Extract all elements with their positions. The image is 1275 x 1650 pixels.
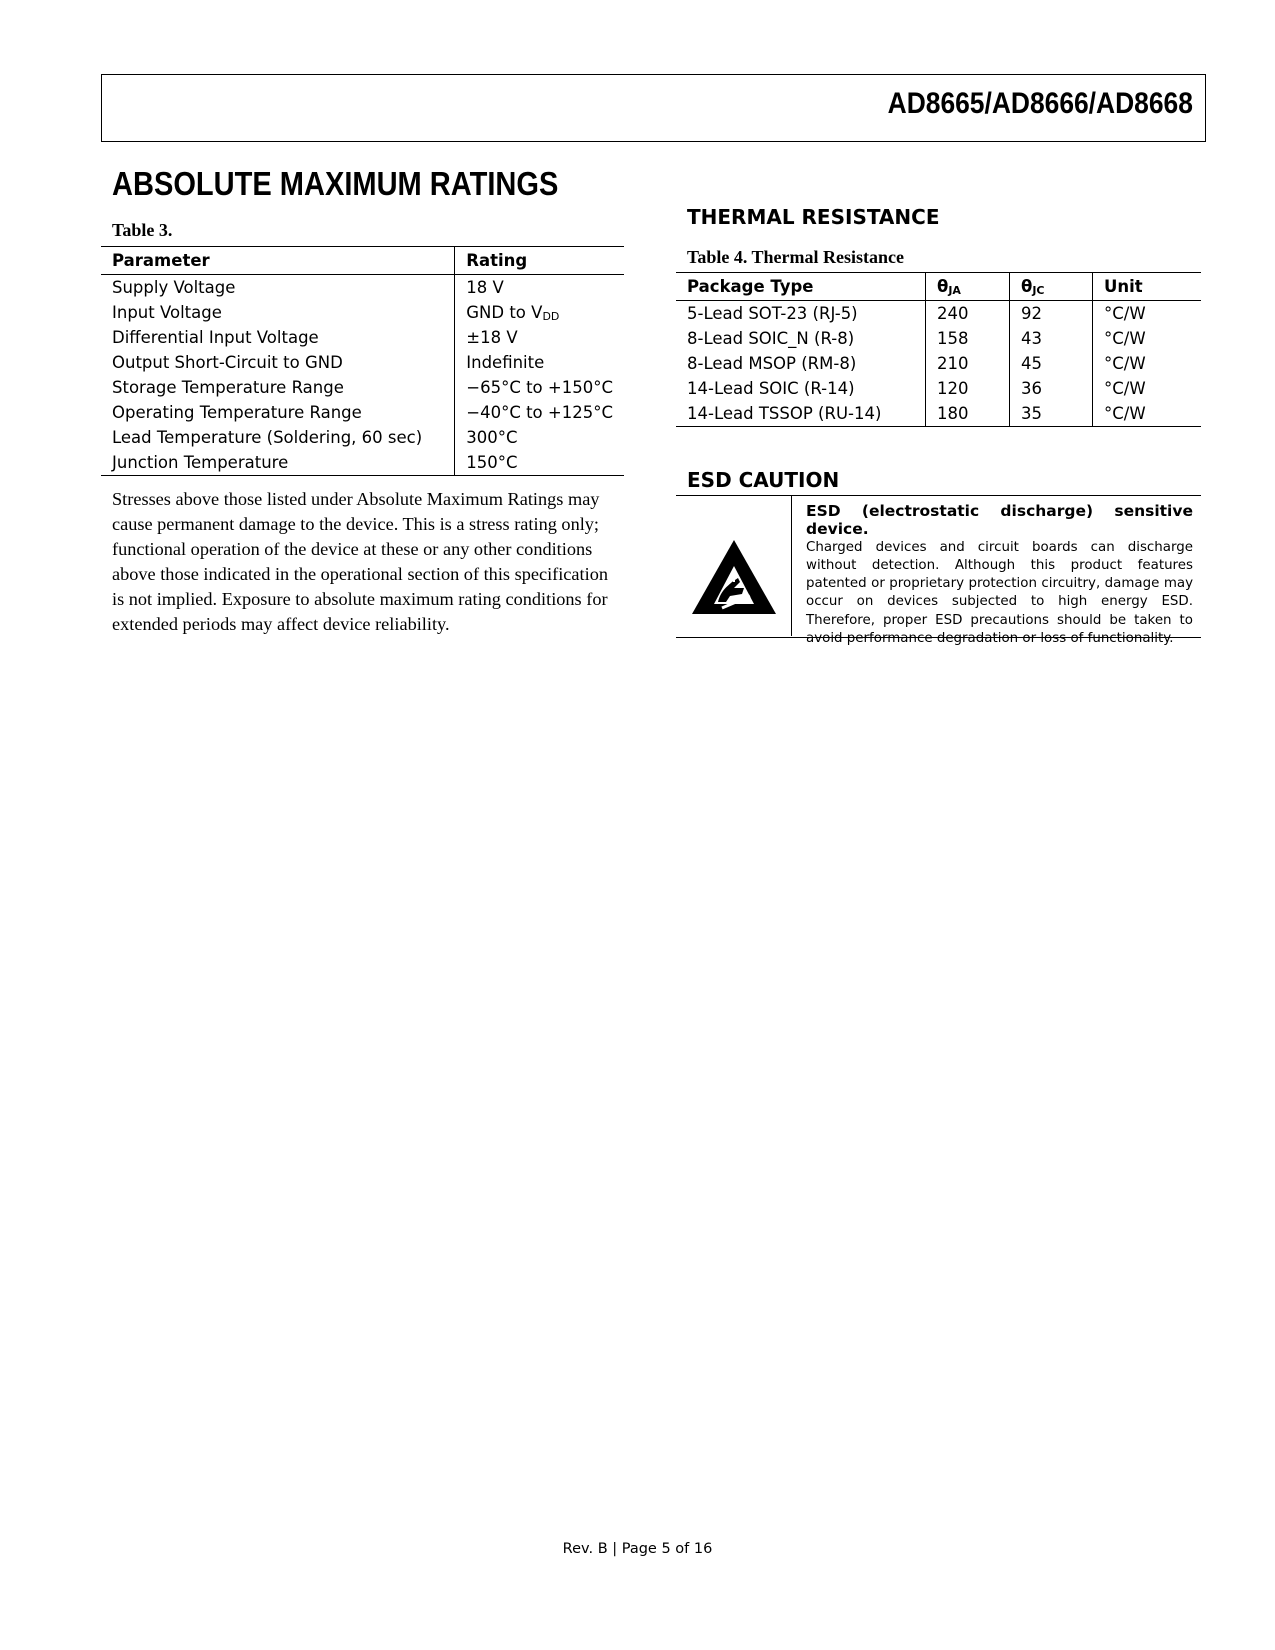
table-row (101, 325, 624, 350)
unit-cell: °C/W (1093, 326, 1202, 351)
theta-ja-cell: 240 (926, 301, 1010, 327)
esd-caution-box (676, 496, 1201, 647)
document-title: AD8665/AD8666/AD8668 (887, 87, 1193, 120)
parameter-cell: Output Short-Circuit to GND (112, 353, 343, 372)
esd-text (806, 502, 1193, 648)
header-box (101, 74, 1206, 142)
column-header-unit: Unit (1093, 273, 1202, 301)
rating-subscript: DD (542, 309, 560, 323)
column-header-rating: Rating (455, 247, 624, 275)
theta-jc-cell: 36 (1010, 376, 1093, 401)
theta-ja-cell: 120 (926, 376, 1010, 401)
column-header-package-type: Package Type (687, 277, 814, 296)
absolute-max-ratings-table (101, 246, 624, 476)
esd-lead: ESD (electrostatic discharge) sensitive device. (806, 502, 1193, 539)
theta-ja-cell: 210 (926, 351, 1010, 376)
theta-symbol: θ (1021, 276, 1033, 296)
table-row (101, 400, 624, 425)
theta-jc-cell: 43 (1010, 326, 1093, 351)
table-row (101, 425, 624, 450)
parameter-cell: Supply Voltage (112, 278, 236, 297)
theta-subscript: JA (948, 283, 961, 297)
parameter-cell: Lead Temperature (Soldering, 60 sec) (112, 428, 423, 447)
theta-jc-cell: 92 (1010, 301, 1093, 327)
table-row (101, 275, 624, 301)
parameter-cell: Storage Temperature Range (112, 378, 344, 397)
esd-warning-icon (688, 536, 780, 618)
parameter-cell: Operating Temperature Range (112, 403, 362, 422)
table-row (676, 401, 1201, 427)
table-row (676, 301, 1201, 327)
column-header-theta-jc (1010, 273, 1093, 301)
theta-subscript: JC (1032, 283, 1045, 297)
theta-ja-cell: 158 (926, 326, 1010, 351)
esd-body: Charged devices and circuit boards can discharge without detection. Although this product features patented or proprietary protection circuitry, damage may occur on devices subjected to high energy ESD. Therefore, proper ESD precautions should be taken to avoid performance degradation or loss of functionality. (806, 539, 1193, 647)
rating-cell (455, 300, 624, 325)
unit-cell: °C/W (1093, 401, 1202, 427)
table-row (101, 350, 624, 375)
table-row (101, 450, 624, 476)
table-header-row (676, 273, 1201, 301)
stress-paragraph: Stresses above those listed under Absolute Maximum Ratings may cause permanent damage to the device. This is a stress rating only; functional operation of the device at these or any other conditions above those indicated in the operational section of this specification is not implied. Exposure to absolute maximum rating conditions for extended periods may affect device reliability. (112, 489, 608, 634)
section-title: ABSOLUTE MAXIMUM RATINGS (112, 165, 559, 202)
table-row (676, 376, 1201, 401)
esd-divider (791, 496, 792, 636)
parameter-cell: Input Voltage (112, 303, 222, 322)
parameter-cell: Junction Temperature (112, 453, 289, 472)
table-header-row (101, 247, 624, 275)
page-footer: Rev. B | Page 5 of 16 (562, 1541, 713, 1557)
table-row (676, 326, 1201, 351)
package-type-cell: 14-Lead TSSOP (RU-14) (687, 404, 882, 423)
package-type-cell: 8-Lead MSOP (RM-8) (687, 354, 857, 373)
theta-symbol: θ (937, 276, 949, 296)
table-row (676, 351, 1201, 376)
package-type-cell: 8-Lead SOIC_N (R-8) (687, 329, 855, 348)
table-row (101, 300, 624, 325)
theta-jc-cell: 35 (1010, 401, 1093, 427)
rating-cell: Indefinite (455, 350, 624, 375)
column-header-parameter: Parameter (112, 251, 210, 270)
esd-caution-heading: ESD CAUTION (687, 468, 840, 492)
rating-cell: 300°C (455, 425, 624, 450)
table-row (101, 375, 624, 400)
unit-cell: °C/W (1093, 351, 1202, 376)
rating-text: GND to V (466, 302, 543, 322)
theta-ja-cell: 180 (926, 401, 1010, 427)
table3-caption: Table 3. (112, 220, 173, 240)
package-type-cell: 5-Lead SOT-23 (RJ-5) (687, 304, 858, 323)
package-type-cell: 14-Lead SOIC (R-14) (687, 379, 855, 398)
table4-caption: Table 4. Thermal Resistance (687, 247, 905, 267)
theta-jc-cell: 45 (1010, 351, 1093, 376)
rating-cell: 18 V (455, 275, 624, 301)
rating-cell: 150°C (455, 450, 624, 476)
thermal-resistance-table (676, 272, 1201, 427)
rating-cell: −65°C to +150°C (455, 375, 624, 400)
rating-cell: ±18 V (455, 325, 624, 350)
column-header-theta-ja (926, 273, 1010, 301)
parameter-cell: Differential Input Voltage (112, 328, 319, 347)
unit-cell: °C/W (1093, 376, 1202, 401)
unit-cell: °C/W (1093, 301, 1202, 327)
rating-cell: −40°C to +125°C (455, 400, 624, 425)
thermal-resistance-heading: THERMAL RESISTANCE (687, 205, 940, 229)
